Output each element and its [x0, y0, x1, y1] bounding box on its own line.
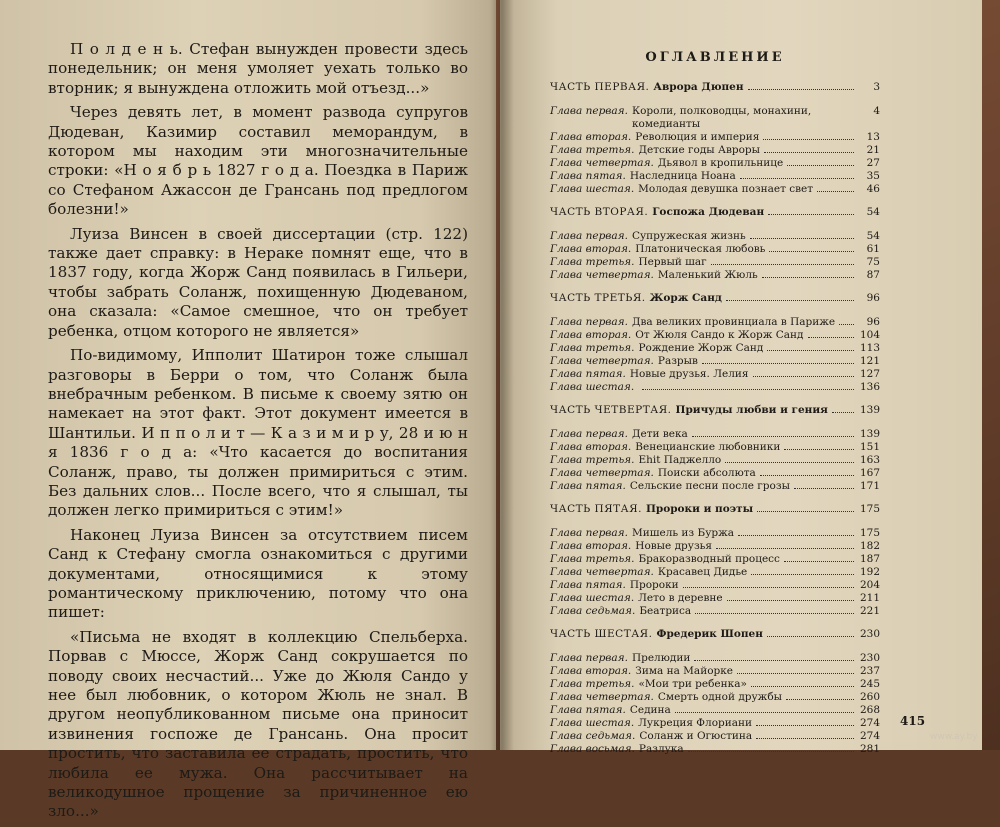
- toc-chapter-row: [550, 329, 880, 342]
- dot-leader: [787, 165, 854, 166]
- paragraph: Луиза Винсен в своей диссертации (стр. 122) также дает справку: в Нераке помнят еще, что в 1837 году, когда Жорж Санд появилась в Гильери, чтобы забрать Соланж, похищенную Дюдеваном, она сказала: «Самое смешное, что он требует ребенка, отцом которого не является»: [48, 224, 468, 340]
- dot-leader: [694, 660, 854, 661]
- part-page-number: 230: [859, 628, 880, 640]
- chapter-title: «Мои три ребенка»: [638, 678, 747, 690]
- dot-leader: [692, 436, 854, 437]
- chapter-page-number: 35: [866, 170, 880, 182]
- chapter-title: Бракоразводный процесс: [638, 553, 780, 565]
- chapter-page-number: 245: [859, 678, 880, 690]
- chapter-title: Красавец Дидье: [657, 566, 748, 578]
- chapter-title: Дети века: [631, 428, 688, 440]
- dot-leader: [763, 139, 854, 140]
- chapter-title: Мишель из Буржа: [631, 527, 735, 539]
- paragraph: П о л д е н ь. Стефан вынужден провести здесь понедельник; он меня умоляет уехать только во вторник; я вынуждена отложить мой отъезд...»: [48, 40, 468, 97]
- chapter-label: Глава третья.: [550, 678, 635, 690]
- chapter-page-number: 167: [859, 467, 880, 479]
- chapter-title: Рождение Жорж Санд: [638, 342, 764, 354]
- toc-chapter-row: [550, 704, 880, 717]
- chapter-title: Два великих провинциала в Париже: [631, 316, 836, 328]
- toc-chapter-row: [550, 256, 880, 269]
- dot-leader: [683, 587, 854, 588]
- toc-chapter-row: [550, 316, 880, 329]
- toc-part-row: [550, 206, 880, 218]
- chapter-page-number: 104: [859, 329, 880, 341]
- chapter-page-number: 274: [859, 717, 880, 729]
- chapter-page-number: 96: [866, 316, 880, 328]
- dot-leader: [767, 636, 854, 637]
- chapter-page-number: 281: [859, 743, 880, 755]
- chapter-title: Новые друзья. Лелия: [629, 368, 749, 380]
- part-title: Аврора Дюпен: [653, 81, 744, 93]
- toc-chapter-row: [550, 105, 880, 131]
- toc-chapter-row: [550, 368, 880, 381]
- dot-leader: [642, 389, 854, 390]
- chapter-title: Венецианские любовники: [635, 441, 781, 453]
- chapter-title: Разрыв: [657, 355, 698, 367]
- dot-leader: [839, 324, 854, 325]
- chapter-label: Глава третья.: [550, 553, 635, 565]
- part-page-number: 54: [866, 206, 880, 218]
- chapter-label: Глава первая.: [550, 316, 628, 328]
- toc-chapter-row: [550, 553, 880, 566]
- chapter-label: Глава четвертая.: [550, 691, 654, 703]
- chapter-page-number: 21: [866, 144, 880, 156]
- chapter-page-number: 54: [866, 230, 880, 242]
- chapter-page-number: 192: [859, 566, 880, 578]
- chapter-title: Короли, полководцы, монахини, комедианты: [631, 105, 812, 130]
- toc-chapter-row: [550, 605, 880, 618]
- toc-chapter-row: [550, 157, 880, 170]
- chapter-label: Глава первая.: [550, 230, 628, 242]
- part-label: ЧАСТЬ ПЕРВАЯ.: [550, 81, 650, 93]
- chapter-page-number: 221: [859, 605, 880, 617]
- chapter-page-number: 260: [859, 691, 880, 703]
- chapter-label: Глава вторая.: [550, 243, 632, 255]
- toc-chapter-row: [550, 381, 880, 394]
- chapter-page-number: 230: [859, 652, 880, 664]
- chapter-label: Глава третья.: [550, 144, 635, 156]
- dot-leader: [808, 337, 854, 338]
- chapter-title: Разлука: [638, 743, 684, 755]
- dot-leader: [702, 363, 854, 364]
- chapter-title: Супружеская жизнь: [631, 230, 746, 242]
- chapter-label: Глава пятая.: [550, 480, 626, 492]
- chapter-page-number: 136: [859, 381, 880, 393]
- chapter-title: Седина: [629, 704, 671, 716]
- chapter-title: Беатриса: [639, 605, 692, 617]
- dot-leader: [762, 277, 854, 278]
- dot-leader: [753, 376, 854, 377]
- chapter-label: Глава четвертая.: [550, 157, 654, 169]
- page-number: 415: [900, 714, 926, 728]
- chapter-page-number: 268: [859, 704, 880, 716]
- chapter-page-number: 113: [859, 342, 880, 354]
- chapter-label: Глава третья.: [550, 454, 635, 466]
- part-label: ЧАСТЬ ВТОРАЯ.: [550, 206, 649, 218]
- dot-leader: [784, 449, 854, 450]
- dot-leader: [727, 600, 854, 601]
- dot-leader: [740, 178, 854, 179]
- toc-body: [550, 81, 880, 756]
- toc-chapter-row: [550, 566, 880, 579]
- paragraph: «Письма не входят в коллекцию Спельберха. Порвав с Мюссе, Жорж Санд сокрушается по поводу своих несчастий... Уже до Жюля Сандо у нее был любовник, о котором Жюль не знал. В другом неопубликованном письме она приносит извинения госпоже де Грансань. Она просит простить, что заставила ее страдать, простить, что любила ее мужа. Она рассчитывает на великодушное прощение за причиненное ею зло...»: [48, 627, 468, 821]
- dot-leader: [786, 699, 854, 700]
- toc-part-row: [550, 503, 880, 515]
- paragraph: Наконец Луиза Винсен за отсутствием писем Санд к Стефану смогла ознакомиться с другими документами, относящимися к этому романтическому приключению, потому что она пишет:: [48, 525, 468, 622]
- part-title: Жорж Санд: [649, 292, 722, 304]
- chapter-title: От Жюля Сандо к Жорж Санд: [635, 329, 804, 341]
- dot-leader: [737, 673, 854, 674]
- paragraph: По-видимому, Ипполит Шатирон тоже слышал разговоры в Берри о том, что Соланж была внебрачным ребенком. В письме к своему зятю он намекает на этот факт. Этот документ имеется в Шантильи. И п п о л и т — К а з и м и р у, 28 и ю н я 1836 г о д а: «Что касается до воспитания Соланж, право, ты должен примириться с этим. Без дальних слов... После всего, что я слышал, ты должен легко примириться с этим!»: [48, 346, 468, 520]
- chapter-page-number: 163: [859, 454, 880, 466]
- chapter-label: Глава третья.: [550, 342, 635, 354]
- toc-chapter-row: [550, 527, 880, 540]
- dot-leader: [832, 412, 854, 413]
- chapter-page-number: 46: [866, 183, 880, 195]
- chapter-label: Глава вторая.: [550, 441, 632, 453]
- chapter-title: Ehit Паджелло: [638, 454, 722, 466]
- chapter-title: Лето в деревне: [638, 592, 723, 604]
- chapter-label: Глава пятая.: [550, 170, 626, 182]
- chapter-title: Поиски абсолюта: [657, 467, 756, 479]
- toc-chapter-row: [550, 480, 880, 493]
- chapter-title: Молодая девушка познает свет: [638, 183, 814, 195]
- chapter-page-number: 127: [859, 368, 880, 380]
- chapter-page-number: 175: [859, 527, 880, 539]
- dot-leader: [751, 574, 854, 575]
- dot-leader: [757, 511, 854, 512]
- toc-heading: ОГЛАВЛЕНИЕ: [645, 50, 785, 65]
- chapter-page-number: 171: [859, 480, 880, 492]
- part-page-number: 175: [859, 503, 880, 515]
- part-label: ЧАСТЬ ТРЕТЬЯ.: [550, 292, 646, 304]
- chapter-title: Маленький Жюль: [657, 269, 758, 281]
- chapter-label: Глава первая.: [550, 428, 628, 440]
- dot-leader: [688, 751, 854, 752]
- toc-chapter-row: [550, 743, 880, 756]
- chapter-label: Глава пятая.: [550, 368, 626, 380]
- chapter-page-number: 151: [859, 441, 880, 453]
- dot-leader: [764, 152, 854, 153]
- toc-chapter-row: [550, 170, 880, 183]
- toc-chapter-row: [550, 441, 880, 454]
- toc-chapter-row: [550, 454, 880, 467]
- toc-chapter-row: [550, 243, 880, 256]
- toc-part-row: [550, 628, 880, 640]
- toc-chapter-row: [550, 540, 880, 553]
- chapter-title: Революция и империя: [635, 131, 760, 143]
- chapter-page-number: 61: [866, 243, 880, 255]
- part-title: Госпожа Дюдеван: [652, 206, 765, 218]
- chapter-page-number: 4: [873, 105, 880, 117]
- chapter-label: Глава шестая.: [550, 381, 635, 393]
- chapter-title: Пророки: [629, 579, 679, 591]
- chapter-label: Глава вторая.: [550, 540, 632, 552]
- chapter-label: Глава первая.: [550, 105, 628, 117]
- chapter-title: Первый шаг: [638, 256, 707, 268]
- chapter-label: Глава пятая.: [550, 704, 626, 716]
- chapter-page-number: 274: [859, 730, 880, 742]
- dot-leader: [760, 475, 854, 476]
- toc-part-row: [550, 81, 880, 93]
- chapter-label: Глава четвертая.: [550, 467, 654, 479]
- dot-leader: [711, 264, 854, 265]
- chapter-label: Глава четвертая.: [550, 566, 654, 578]
- chapter-page-number: 187: [859, 553, 880, 565]
- chapter-title: Детские годы Авроры: [638, 144, 760, 156]
- chapter-title: Наследница Ноана: [629, 170, 736, 182]
- chapter-title: Смерть одной дружбы: [657, 691, 783, 703]
- chapter-page-number: 139: [859, 428, 880, 440]
- toc-chapter-row: [550, 691, 880, 704]
- left-page-text: [48, 40, 468, 827]
- dot-leader: [769, 251, 854, 252]
- dot-leader: [748, 89, 854, 90]
- chapter-page-number: 211: [859, 592, 880, 604]
- chapter-title: Новые друзья: [635, 540, 713, 552]
- chapter-page-number: 27: [866, 157, 880, 169]
- chapter-title: Прелюдии: [631, 652, 691, 664]
- part-title: Причуды любви и гения: [675, 404, 828, 416]
- chapter-page-number: 182: [859, 540, 880, 552]
- toc-chapter-row: [550, 678, 880, 691]
- toc-chapter-row: [550, 665, 880, 678]
- chapter-label: Глава вторая.: [550, 131, 632, 143]
- chapter-label: Глава шестая.: [550, 592, 635, 604]
- toc-chapter-row: [550, 131, 880, 144]
- dot-leader: [756, 738, 854, 739]
- toc-part-row: [550, 404, 880, 416]
- watermark: www.ay.by: [930, 732, 978, 742]
- toc-chapter-row: [550, 230, 880, 243]
- part-label: ЧАСТЬ ШЕСТАЯ.: [550, 628, 653, 640]
- toc-chapter-row: [550, 730, 880, 743]
- part-page-number: 96: [866, 292, 880, 304]
- chapter-label: Глава восьмая.: [550, 743, 635, 755]
- toc-part-row: [550, 292, 880, 304]
- toc-chapter-row: [550, 342, 880, 355]
- chapter-page-number: 87: [866, 269, 880, 281]
- chapter-page-number: 75: [866, 256, 880, 268]
- chapter-label: Глава третья.: [550, 256, 635, 268]
- chapter-page-number: 237: [859, 665, 880, 677]
- toc-chapter-row: [550, 269, 880, 282]
- dot-leader: [726, 300, 854, 301]
- chapter-title: Сельские песни после грозы: [629, 480, 790, 492]
- table-of-contents: [550, 50, 880, 756]
- book-gutter: [490, 0, 514, 750]
- chapter-title: Платоническая любовь: [635, 243, 766, 255]
- toc-chapter-row: [550, 144, 880, 157]
- part-label: ЧАСТЬ ЧЕТВЕРТАЯ.: [550, 404, 672, 416]
- chapter-label: Глава шестая.: [550, 717, 635, 729]
- chapter-label: Глава шестая.: [550, 183, 635, 195]
- chapter-label: Глава четвертая.: [550, 355, 654, 367]
- part-title: Пророки и поэты: [645, 503, 754, 515]
- chapter-label: Глава первая.: [550, 652, 628, 664]
- dot-leader: [784, 561, 854, 562]
- toc-chapter-row: [550, 183, 880, 196]
- chapter-label: Глава вторая.: [550, 665, 632, 677]
- dot-leader: [768, 214, 854, 215]
- dot-leader: [750, 238, 854, 239]
- dot-leader: [794, 488, 854, 489]
- chapter-title: Дьявол в кропильнице: [657, 157, 784, 169]
- dot-leader: [817, 191, 854, 192]
- chapter-page-number: 13: [866, 131, 880, 143]
- dot-leader: [767, 350, 854, 351]
- chapter-title: Соланж и Огюстина: [639, 730, 753, 742]
- chapter-page-number: 204: [859, 579, 880, 591]
- toc-chapter-row: [550, 355, 880, 368]
- chapter-label: Глава седьмая.: [550, 730, 636, 742]
- toc-chapter-row: [550, 717, 880, 730]
- chapter-label: Глава четвертая.: [550, 269, 654, 281]
- chapter-label: Глава седьмая.: [550, 605, 636, 617]
- chapter-page-number: 121: [859, 355, 880, 367]
- left-page: [0, 0, 496, 821]
- toc-chapter-row: [550, 579, 880, 592]
- chapter-label: Глава вторая.: [550, 329, 632, 341]
- toc-chapter-row: [550, 592, 880, 605]
- chapter-title: Лукреция Флориани: [638, 717, 752, 729]
- part-label: ЧАСТЬ ПЯТАЯ.: [550, 503, 642, 515]
- part-page-number: 139: [859, 404, 880, 416]
- chapter-label: Глава пятая.: [550, 579, 626, 591]
- toc-chapter-row: [550, 428, 880, 441]
- dot-leader: [695, 613, 854, 614]
- part-title: Фредерик Шопен: [656, 628, 763, 640]
- dot-leader: [725, 462, 854, 463]
- dot-leader: [738, 535, 854, 536]
- toc-chapter-row: [550, 467, 880, 480]
- chapter-label: Глава первая.: [550, 527, 628, 539]
- toc-chapter-row: [550, 652, 880, 665]
- part-page-number: 3: [873, 81, 880, 93]
- dot-leader: [756, 725, 854, 726]
- dot-leader: [751, 686, 854, 687]
- paragraph: Через девять лет, в момент развода супругов Дюдеван, Казимир составил меморандум, в котором мы находим эти многозначительные строки: «Н о я б р ь 1827 г о д а. Поездка в Париж со Стефаном Ажассон де Грансань под предлогом болезни!»: [48, 103, 468, 219]
- chapter-title: Зима на Майорке: [635, 665, 734, 677]
- dot-leader: [716, 548, 854, 549]
- dot-leader: [675, 712, 854, 713]
